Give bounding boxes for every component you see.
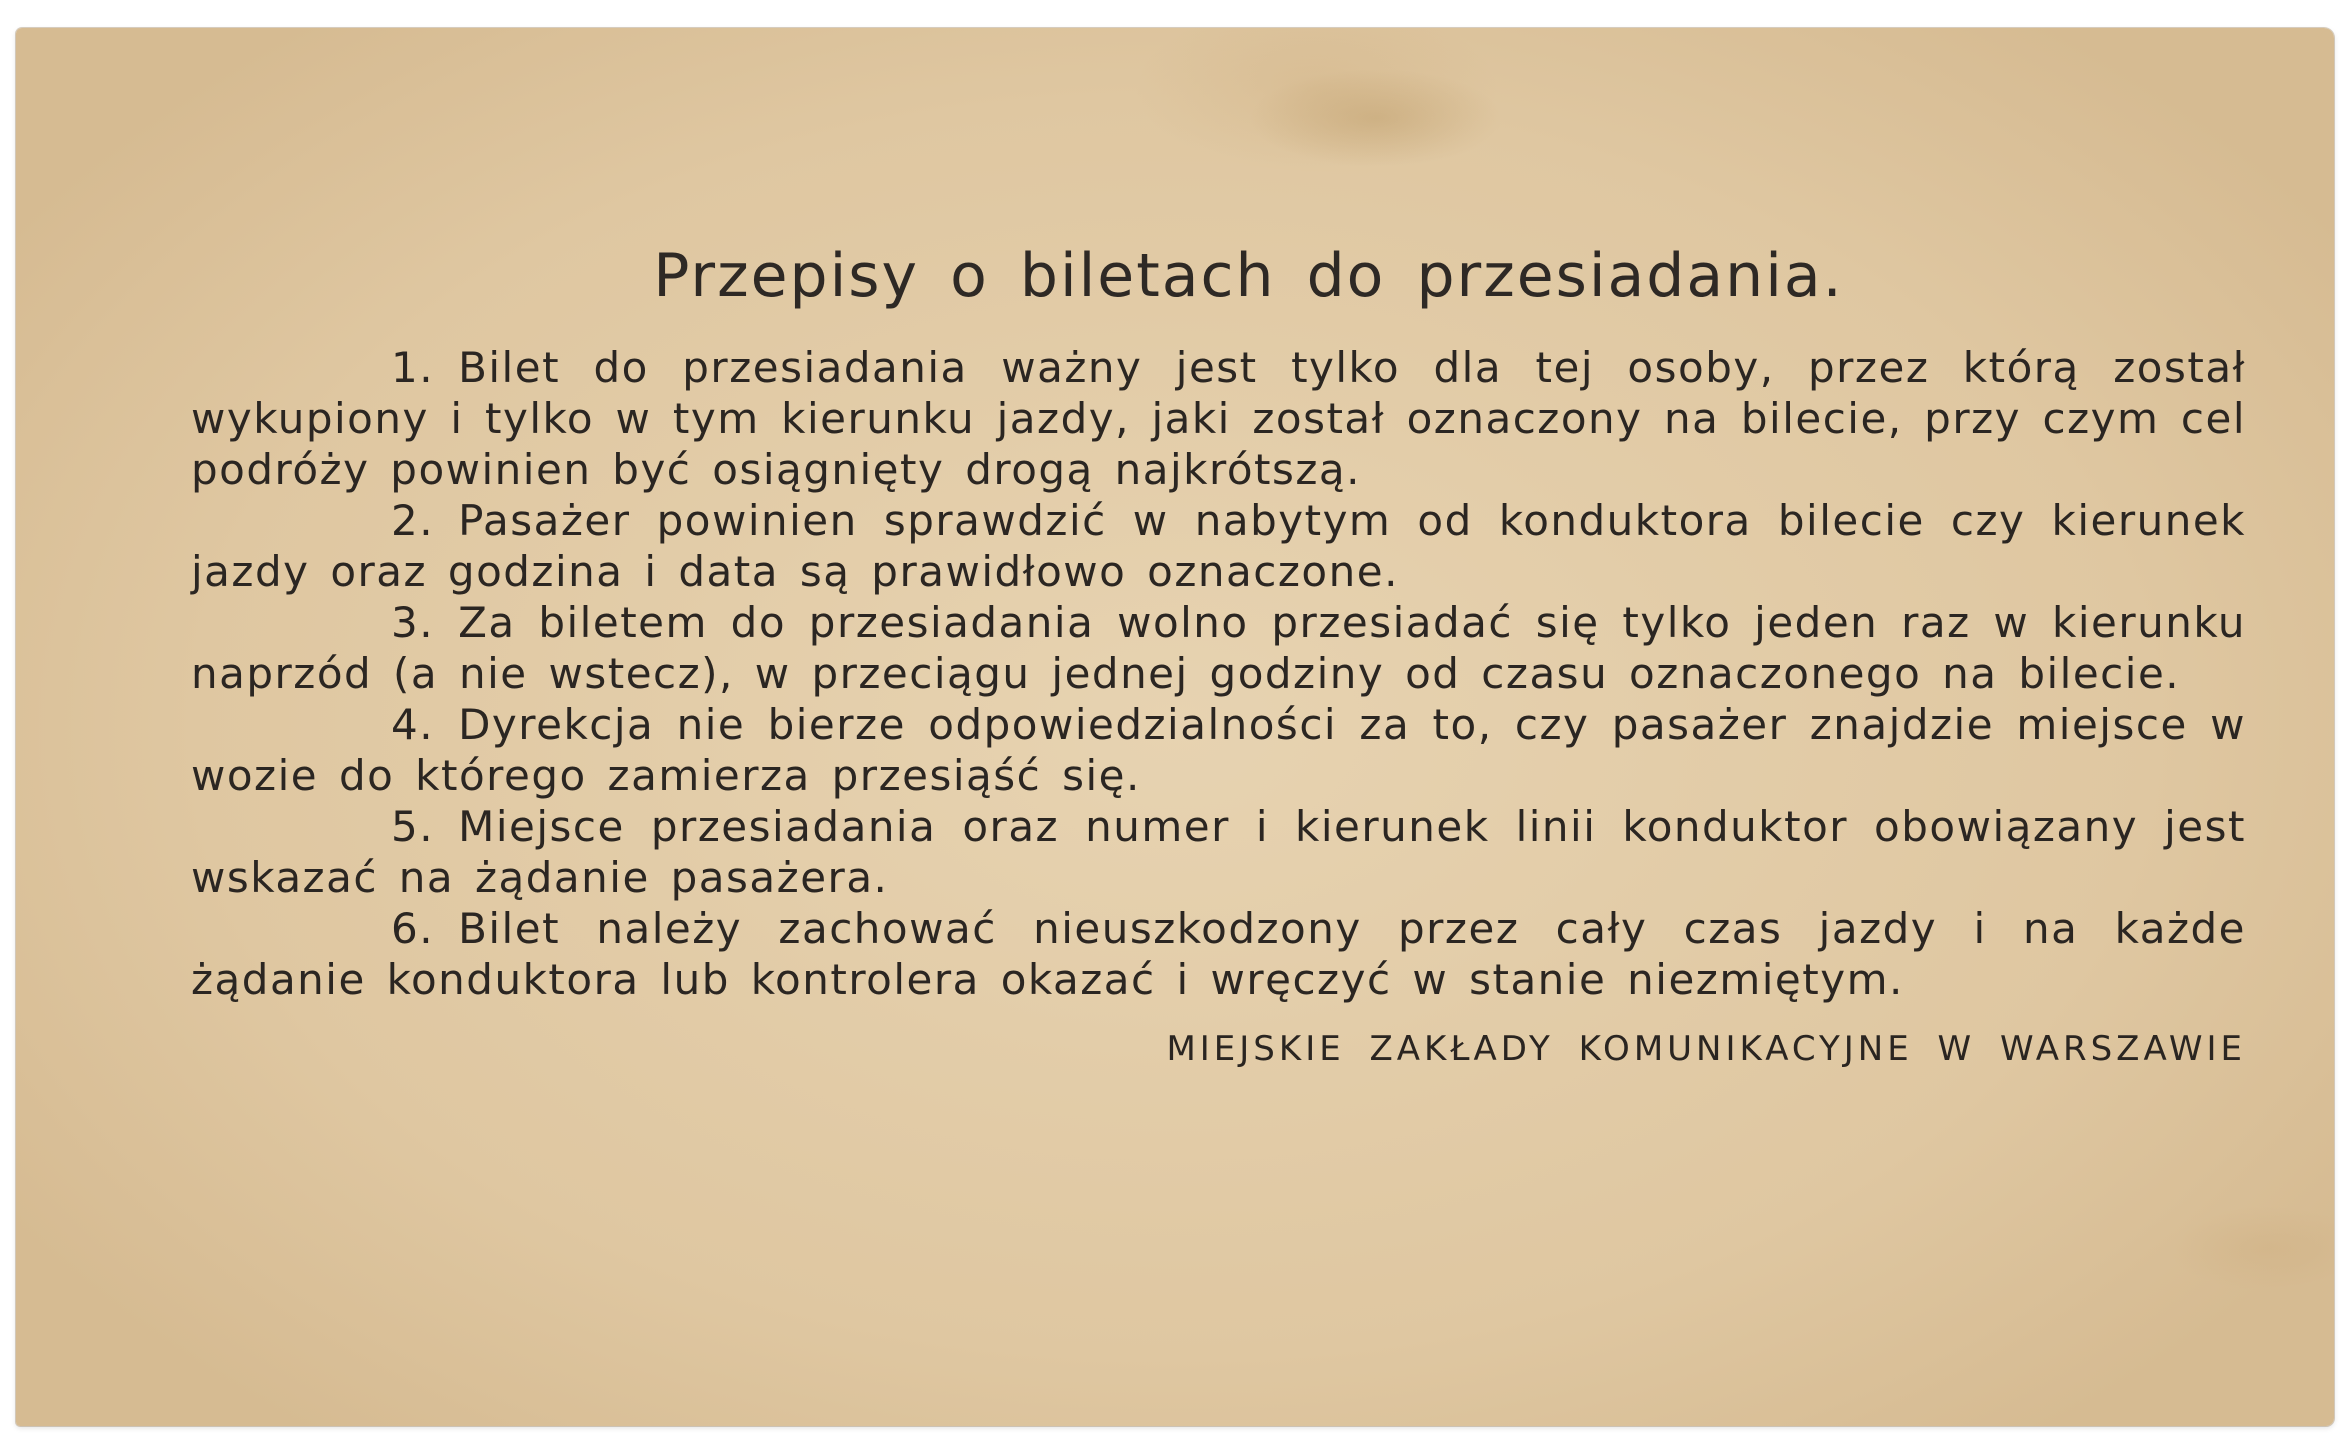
rule-text: Bilet należy zachować nieuszkodzony przez cały czas jazdy i na każde żądanie konduktora lub kontrolera okazać i wręczyć w stanie niezmiętym.	[191, 904, 2246, 1004]
rule-text: Bilet do przesiadania ważny jest tylko dla tej osoby, przez którą został wykupiony i tylko w tym kierunku jazdy, jaki został oznaczony na bilecie, przy czym cel podróży powinien być osiągnięty drogą najkrótszą.	[191, 343, 2246, 494]
rule-item	[191, 597, 2246, 699]
printed-regulations	[191, 238, 2246, 1073]
rule-item	[191, 495, 2246, 597]
rule-item	[191, 903, 2246, 1005]
rule-number: 2.	[391, 496, 435, 545]
rule-text: Pasażer powinien sprawdzić w nabytym od konduktora bilecie czy kierunek jazdy oraz godzina i data są prawidłowo oznaczone.	[191, 496, 2246, 596]
rule-item	[191, 342, 2246, 495]
document-title: Przepisy o biletach do przesiadania.	[653, 241, 1844, 311]
rule-number: 3.	[391, 598, 435, 647]
rule-number: 6.	[391, 904, 435, 953]
issuer-signature: MIEJSKIE ZAKŁADY KOMUNIKACYJNE W WARSZAWIE	[1166, 1029, 2246, 1069]
rule-item	[191, 699, 2246, 801]
rule-text: Miejsce przesiadania oraz numer i kierunek linii konduktor obowiązany jest wskazać na żądanie pasażera.	[191, 802, 2246, 902]
rule-text: Dyrekcja nie bierze odpowiedzialności za to, czy pasażer znajdzie miejsce w wozie do którego zamierza przesiąść się.	[191, 700, 2246, 800]
rule-item	[191, 801, 2246, 903]
rule-text: Za biletem do przesiadania wolno przesiadać się tylko jeden raz w kierunku naprzód (a nie wstecz), w przeciągu jednej godziny od czasu oznaczonego na bilecie.	[191, 598, 2246, 698]
rule-number: 1.	[391, 343, 435, 392]
transfer-ticket-back	[16, 28, 2334, 1426]
rules-list	[191, 342, 2246, 1005]
rule-number: 4.	[391, 700, 435, 749]
rule-number: 5.	[391, 802, 435, 851]
